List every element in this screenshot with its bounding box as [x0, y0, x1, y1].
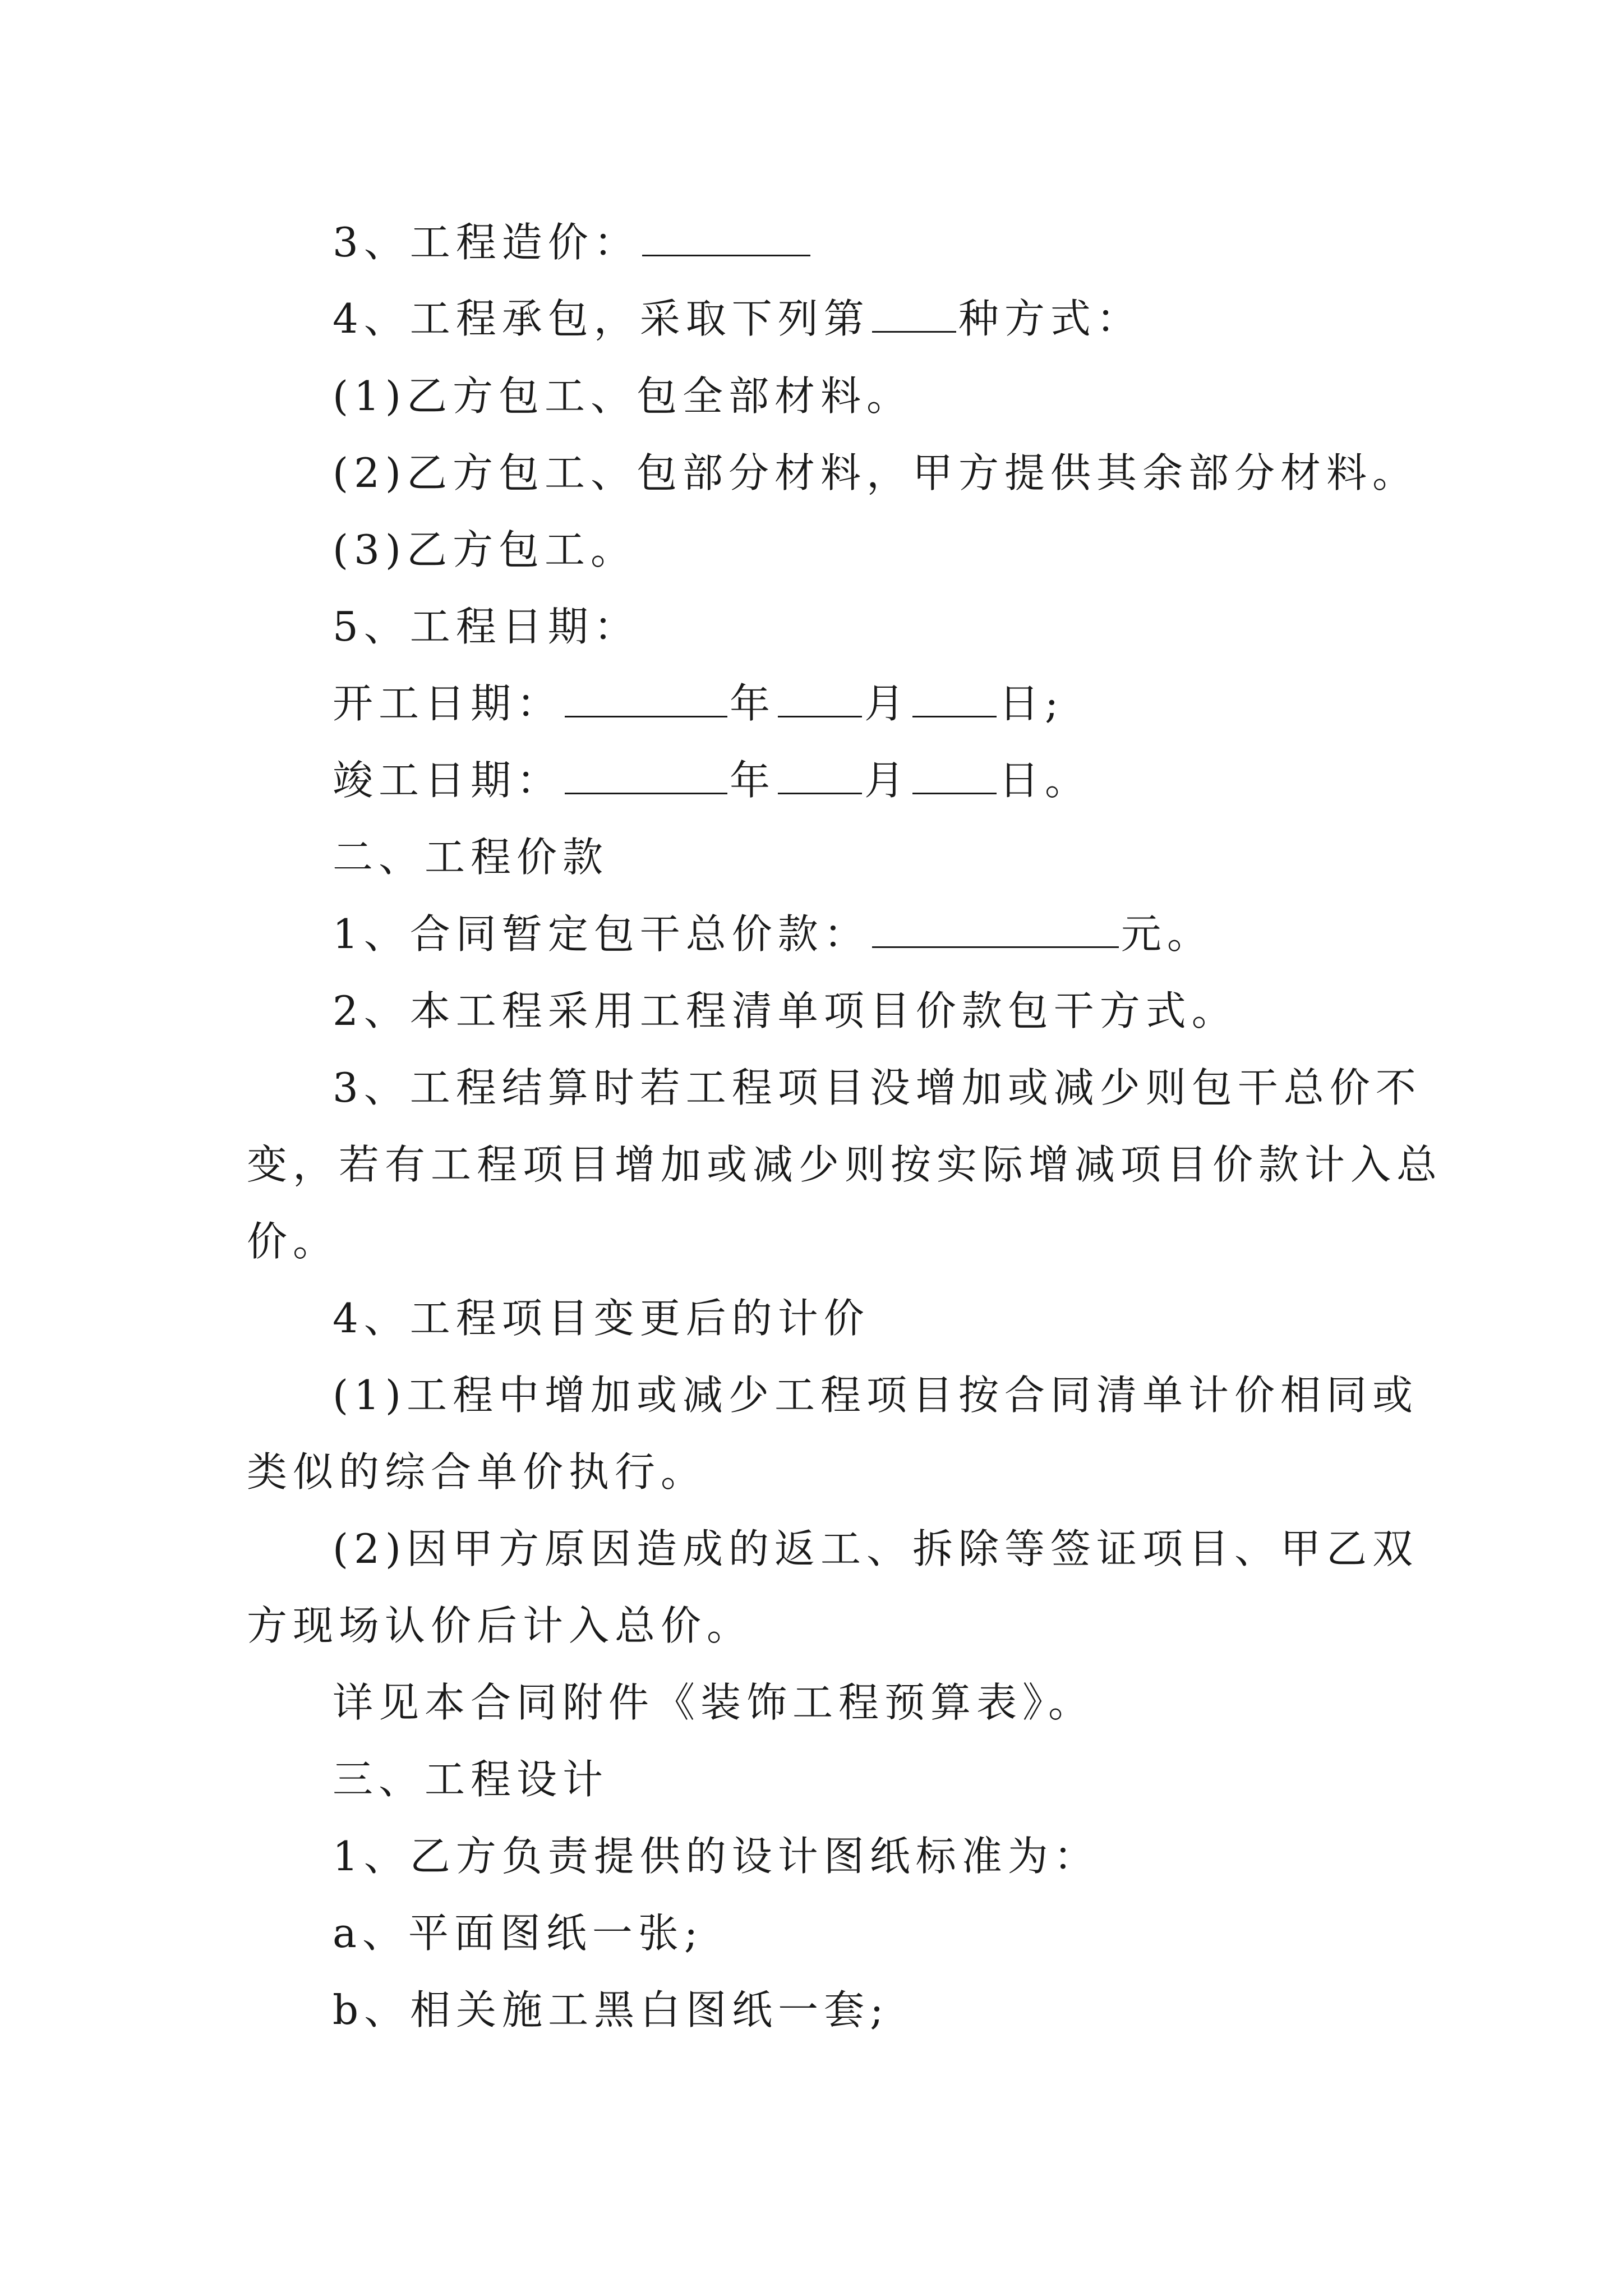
end-year-blank[interactable] — [565, 757, 727, 794]
end-month-blank[interactable] — [778, 757, 862, 794]
month-label: 月 — [864, 757, 911, 804]
end-date-line — [333, 752, 1091, 808]
option-1: (1)乙方包工、包全部材料。 — [333, 372, 912, 420]
end-date-label: 竣工日期： — [333, 757, 563, 804]
option-3: (3)乙方包工。 — [333, 526, 637, 573]
start-date-line — [333, 675, 1064, 731]
schedule-heading: 5、工程日期： — [333, 603, 640, 650]
contracting-label: 4、工程承包，采取下列第 — [333, 295, 870, 342]
day-label: 日。 — [999, 757, 1091, 804]
start-year-blank[interactable] — [565, 680, 727, 717]
contract-line-contracting — [333, 291, 1142, 347]
end-day-blank[interactable] — [912, 757, 997, 794]
total-price-label: 1、合同暂定包干总价款： — [333, 910, 870, 958]
design-item-b: b、相关施工黑白图纸一套; — [333, 1986, 889, 2033]
contracting-suffix: 种方式： — [958, 295, 1142, 342]
option-2: (2)乙方包工、包部分材料，甲方提供其余部分材料。 — [333, 449, 1418, 496]
change-clause-1-line-1: (1)工程中增加或减少工程项目按合同清单计价相同或 — [333, 1372, 1418, 1419]
change-clause-2-line-2: 方现场认价后计入总价。 — [247, 1602, 753, 1649]
cost-blank[interactable] — [642, 219, 810, 256]
pricing-method: 2、本工程采用工程清单项目价款包干方式。 — [333, 987, 1238, 1034]
change-clause-1-line-2: 类似的综合单价执行。 — [247, 1448, 707, 1496]
day-label: 日; — [999, 680, 1064, 727]
change-pricing-heading: 4、工程项目变更后的计价 — [333, 1295, 870, 1342]
total-price-blank[interactable] — [872, 910, 1119, 948]
year-label: 年 — [730, 680, 776, 727]
month-label: 月 — [864, 680, 911, 727]
settlement-clause-line-2: 变，若有工程项目增加或减少则按实际增减项目价款计入总 — [247, 1141, 1443, 1188]
cost-label: 3、工程造价： — [333, 219, 640, 266]
attachment-reference: 详见本合同附件《装饰工程预算表》。 — [333, 1679, 1095, 1726]
total-price-line — [333, 906, 1213, 962]
design-standard-heading: 1、乙方负责提供的设计图纸标准为： — [333, 1833, 1100, 1880]
design-item-a: a、平面图纸一张; — [333, 1910, 704, 1957]
settlement-clause-line-3: 价。 — [247, 1218, 339, 1265]
start-day-blank[interactable] — [912, 680, 997, 717]
section-2-heading: 二、工程价款 — [333, 834, 609, 881]
total-price-unit: 元。 — [1121, 910, 1213, 958]
settlement-clause-line-1: 3、工程结算时若工程项目没增加或减少则包干总价不 — [333, 1064, 1422, 1111]
start-date-label: 开工日期： — [333, 680, 563, 727]
start-month-blank[interactable] — [778, 680, 862, 717]
section-3-heading: 三、工程设计 — [333, 1756, 609, 1803]
contracting-method-blank[interactable] — [872, 295, 956, 333]
year-label: 年 — [730, 757, 776, 804]
change-clause-2-line-1: (2)因甲方原因造成的返工、拆除等签证项目、甲乙双 — [333, 1525, 1418, 1572]
contract-line-cost — [333, 214, 813, 270]
